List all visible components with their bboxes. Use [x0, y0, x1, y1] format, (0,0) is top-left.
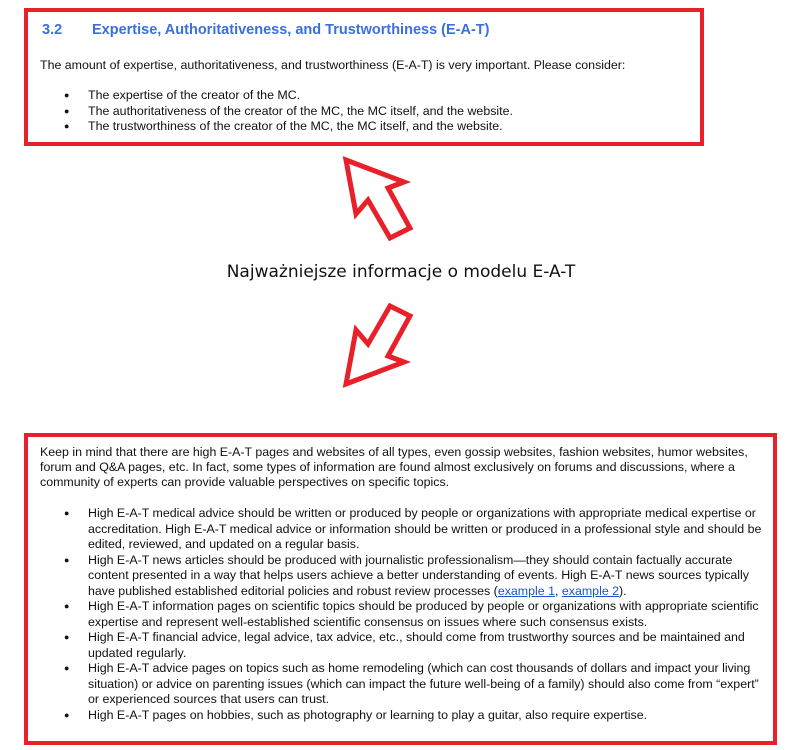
arrow-up-left-icon — [330, 148, 416, 244]
news-separator: , — [554, 583, 562, 598]
section-intro: The amount of expertise, authoritativeness, and trustworthiness (E-A-T) is very important. Please consider: — [40, 58, 626, 72]
arrow-down-left-icon — [330, 300, 416, 396]
high-eat-intro: Keep in mind that there are high E-A-T pages and websites of all types, even gossip websites, fashion websites, humor websites, forum and Q&A pages, etc. In fact, some types of information are found almost exclusively on forums and discussions, where a community of experts can provide valuable perspectives on specific topics. — [40, 445, 748, 489]
list-item: ● The expertise of the creator of the MC. — [40, 88, 690, 104]
list-item-advice: ● High E-A-T advice pages on topics such as home remodeling (which can cost thousands of dollars and impact your living situation) or advice on parenting issues (which can impact the future well-being of a family) should also come from “expert” or experienced sources that users can trust. — [40, 661, 765, 708]
list-item-scientific: ● High E-A-T information pages on scientific topics should be produced by people or organizations with appropriate scientific expertise and represent well-established scientific consensus on issues where such consensus exists. — [40, 599, 765, 630]
list-item: ● The authoritativeness of the creator of the MC, the MC itself, and the website. — [40, 104, 690, 120]
section-heading — [42, 22, 489, 38]
section-title: Expertise, Authoritativeness, and Trustworthiness (E-A-T) — [92, 22, 490, 38]
list-item-hobbies: ● High E-A-T pages on hobbies, such as photography or learning to play a guitar, also require expertise. — [40, 708, 765, 724]
example-2-link[interactable]: example 2 — [561, 583, 620, 598]
list-item-financial: ● High E-A-T financial advice, legal advice, tax advice, etc., should come from trustworthy sources and be maintained and updated regularly. — [40, 630, 765, 661]
news-end: ). — [619, 583, 627, 598]
example-1-link[interactable]: example 1 — [497, 583, 555, 598]
high-eat-list — [40, 506, 765, 723]
list-item-news — [40, 553, 765, 600]
eat-section-excerpt — [24, 8, 704, 146]
section-number: 3.2 — [42, 22, 63, 38]
list-item-medical: ● High E-A-T medical advice should be written or produced by people or organizations with appropriate medical expertise or accreditation. High E-A-T medical advice or information should be written or produced in a professional style and should be edited, reviewed, and updated on a regular basis. — [40, 506, 765, 553]
list-item: ● The trustworthiness of the creator of the MC, the MC itself, and the website. — [40, 119, 690, 135]
consider-list — [40, 88, 690, 135]
news-text: High E-A-T news articles should be produced with journalistic professionalism—they should contain factually accurate content presented in a way that helps users achieve a better understanding of events. High E-A-T news sources typically have published established editorial policies and robust review processes ( — [88, 552, 749, 598]
high-eat-excerpt — [24, 433, 777, 745]
caption-text: Najważniejsze informacje o modelu E-A-T — [226, 262, 576, 282]
